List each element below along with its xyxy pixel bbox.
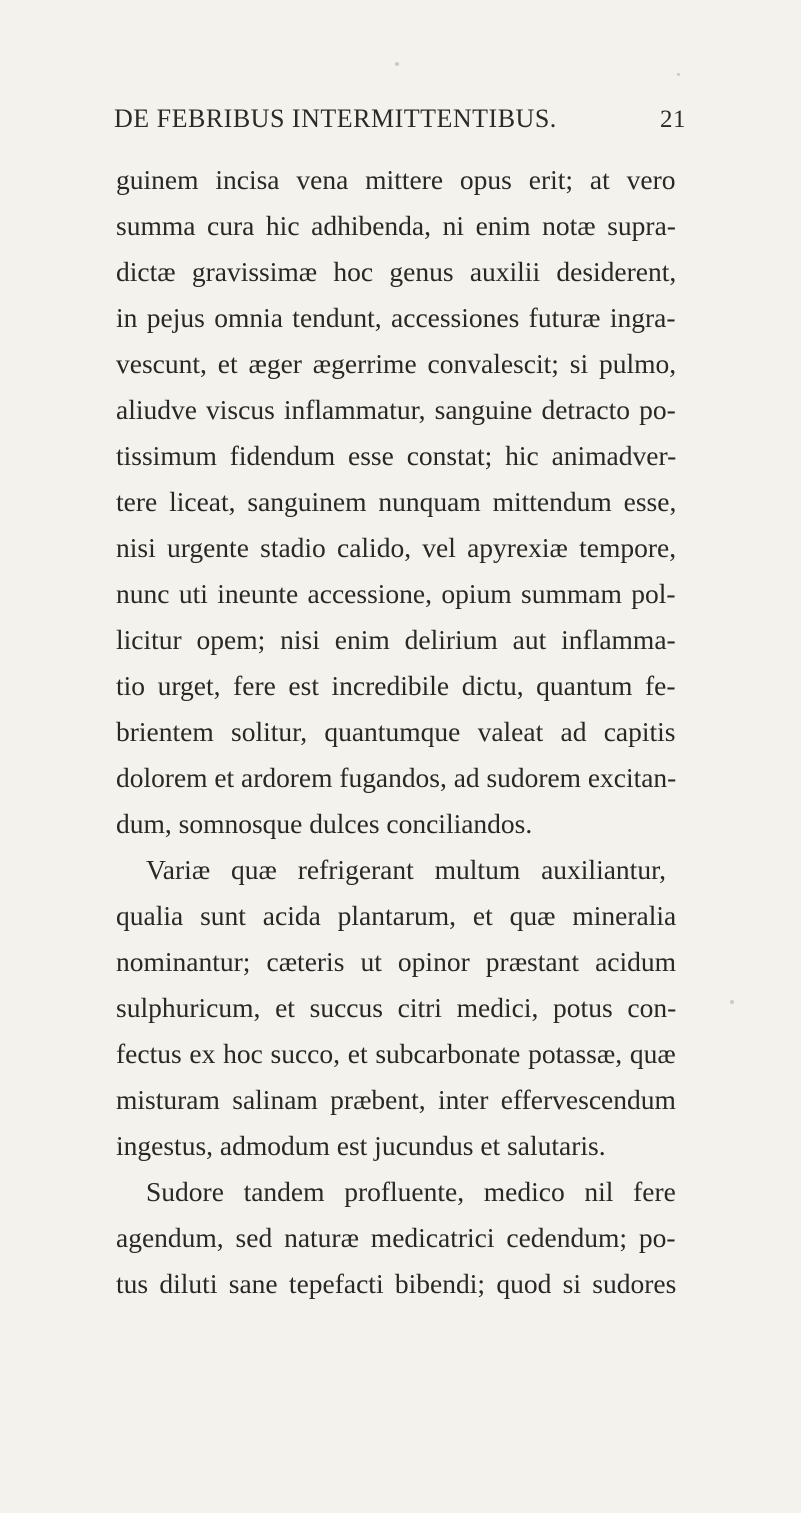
running-header [114,104,686,136]
text-line: ingestus, admodum est jucundus et salutaris. [116,1130,606,1161]
text-line: brientem solitur, quantumque valeat ad capitis [116,716,676,747]
paper-speck [730,1000,734,1004]
text-line: fectus ex hoc succo, et subcarbonate potassæ, quæ [116,1038,676,1069]
text-line: sulphuricum, et succus citri medici, potus con- [116,992,677,1023]
running-title: DE FEBRIBUS INTERMITTENTIBUS. [114,104,557,133]
text-line: dum, somnosque dulces conciliandos. [116,808,533,839]
text-line: misturam salinam præbent, inter effervescendum [116,1084,676,1115]
text-line: vescunt, et æger ægerrime convalescit; si pulmo, [116,348,677,379]
paper-speck [395,62,399,66]
text-line: licitur opem; nisi enim delirium aut inflamma- [116,624,676,655]
text-line: agendum, sed naturæ medicatrici cedendum; po- [116,1222,676,1253]
page-number: 21 [660,106,686,133]
text-line: in pejus omnia tendunt, accessiones futuræ ingra- [116,302,676,333]
text-line: qualia sunt acida plantarum, et quæ mineralia [116,900,677,931]
text-line: Sudore tandem profluente, medico nil fere [146,1176,676,1207]
paper-speck [677,73,680,76]
text-line: guinem incisa vena mittere opus erit; at vero [116,164,676,195]
text-line: tere liceat, sanguinem nunquam mittendum esse, [116,486,677,517]
text-line: summa cura hic adhibenda, ni enim notæ supra- [116,210,676,241]
text-line: dictæ gravissimæ hoc genus auxilii desiderent, [116,256,677,287]
text-line: tus diluti sane tepefacti bibendi; quod si sudores [116,1268,677,1299]
text-line: dolorem et ardorem fugandos, ad sudorem excitan- [116,762,677,793]
text-line: nunc uti ineunte accessione, opium summam pol- [116,578,676,609]
text-line: Variæ quæ refrigerant multum auxiliantur, [146,854,666,885]
text-line: tissimum fidendum esse constat; hic animadver- [116,440,677,471]
text-line: tio urget, fere est incredibile dictu, quantum fe- [116,670,676,701]
text-line: nominantur; cæteris ut opinor præstant acidum [116,946,677,977]
text-line: aliudve viscus inflammatur, sanguine detracto po- [116,394,676,425]
text-line: nisi urgente stadio calido, vel apyrexiæ tempore, [116,532,677,563]
